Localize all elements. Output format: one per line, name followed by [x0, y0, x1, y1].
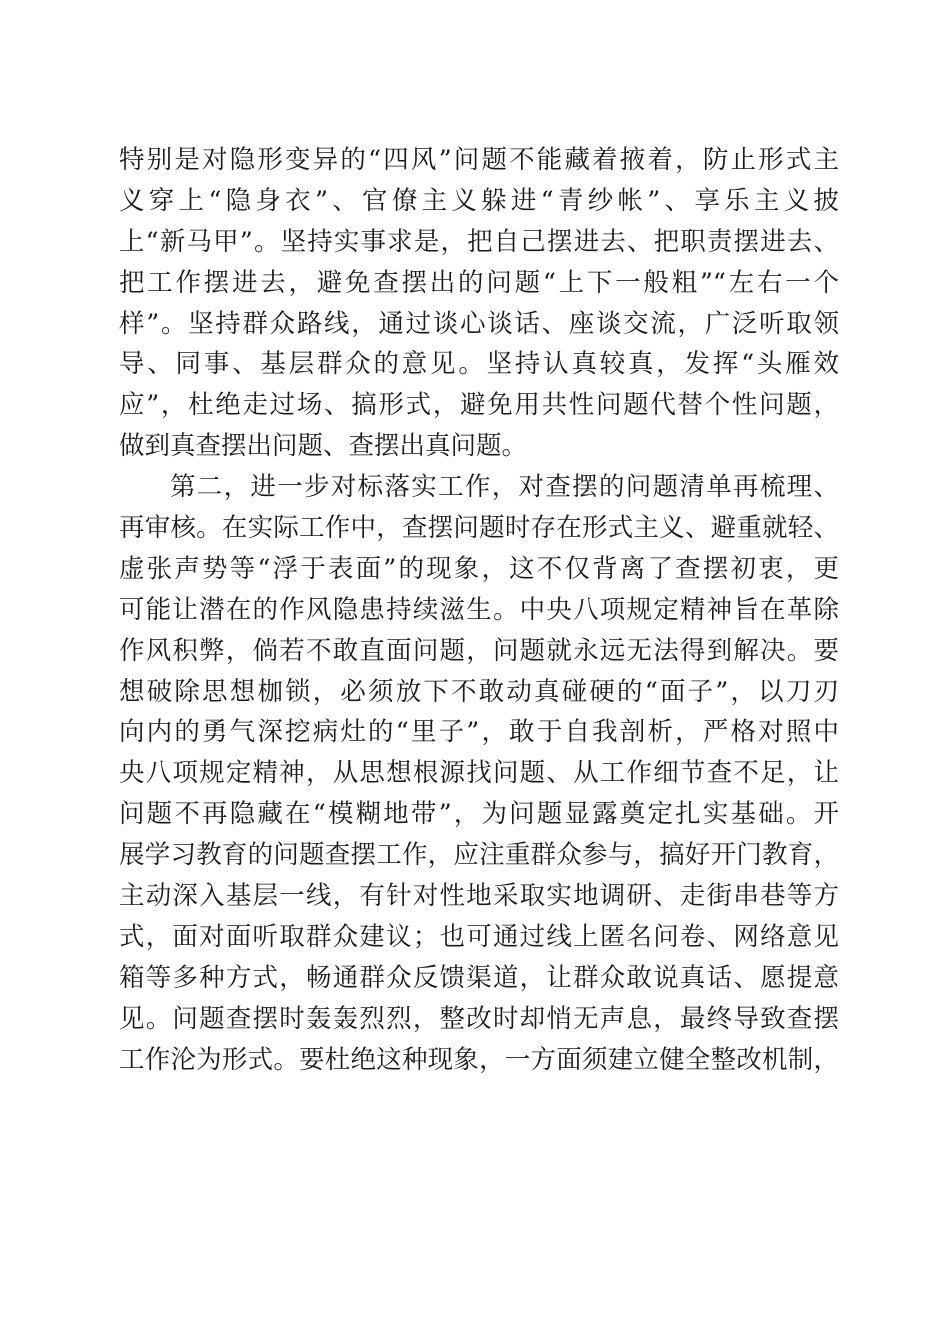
text-line: 特别是对隐形变异的“四风”问题不能藏着掖着，防止形式主 [119, 145, 839, 175]
text-line: 作风积弊，倘若不敢直面问题，问题就永远无法得到解决。要 [119, 635, 839, 666]
text-line: 做到真查摆出问题、查摆出真问题。 [119, 431, 528, 462]
text-line: 央八项规定精神，从思想根源找问题、从工作细节查不足，让 [119, 758, 839, 789]
text-line: 见。问题查摆时轰轰烈烈，整改时却悄无声息，最终导致查摆 [119, 1003, 839, 1034]
text-line: 上“新马甲”。坚持实事求是，把自己摆进去、把职责摆进去、 [119, 226, 839, 257]
text-line: 主动深入基层一线，有针对性地采取实地调研、走街串巷等方 [119, 881, 839, 912]
text-line: 问题不再隐藏在“模糊地带”，为问题显露奠定扎实基础。开 [119, 799, 839, 830]
text-line: 应”，杜绝走过场、搞形式，避免用共性问题代替个性问题， [119, 390, 839, 421]
text-line: 向内的勇气深挖病灶的“里子”，敢于自我剖析，严格对照中 [119, 717, 839, 748]
text-line: 虚张声势等“浮于表面”的现象，这不仅背离了查摆初衷，更 [119, 553, 839, 584]
text-line: 可能让潜在的作风隐患持续滋生。中央八项规定精神旨在革除 [119, 594, 839, 625]
text-line: 想破除思想枷锁，必须放下不敢动真碰硬的“面子”，以刀刃 [119, 676, 839, 707]
text-line: 再审核。在实际工作中，查摆问题时存在形式主义、避重就轻、 [119, 513, 839, 544]
paragraph-first-line: 第二，进一步对标落实工作，对查摆的问题清单再梳理、 [170, 472, 839, 503]
text-line: 展学习教育的问题查摆工作，应注重群众参与，搞好开门教育， [119, 840, 839, 871]
text-line: 工作沦为形式。要杜绝这种现象，一方面须建立健全整改机制， [119, 1044, 839, 1075]
text-line: 导、同事、基层群众的意见。坚持认真较真，发挥“头雁效 [119, 349, 839, 380]
text-line: 义穿上“隐身衣”、官僚主义躲进“青纱帐”、享乐主义披 [119, 185, 839, 216]
text-line: 把工作摆进去，避免查摆出的问题“上下一般粗”“左右一个 [119, 267, 839, 298]
text-line: 样”。坚持群众路线，通过谈心谈话、座谈交流，广泛听取领 [119, 308, 839, 339]
body-text [119, 140, 839, 1080]
text-line: 箱等多种方式，畅通群众反馈渠道，让群众敢说真话、愿提意 [119, 962, 839, 993]
text-line: 式，面对面听取群众建议；也可通过线上匿名问卷、网络意见 [119, 921, 839, 952]
